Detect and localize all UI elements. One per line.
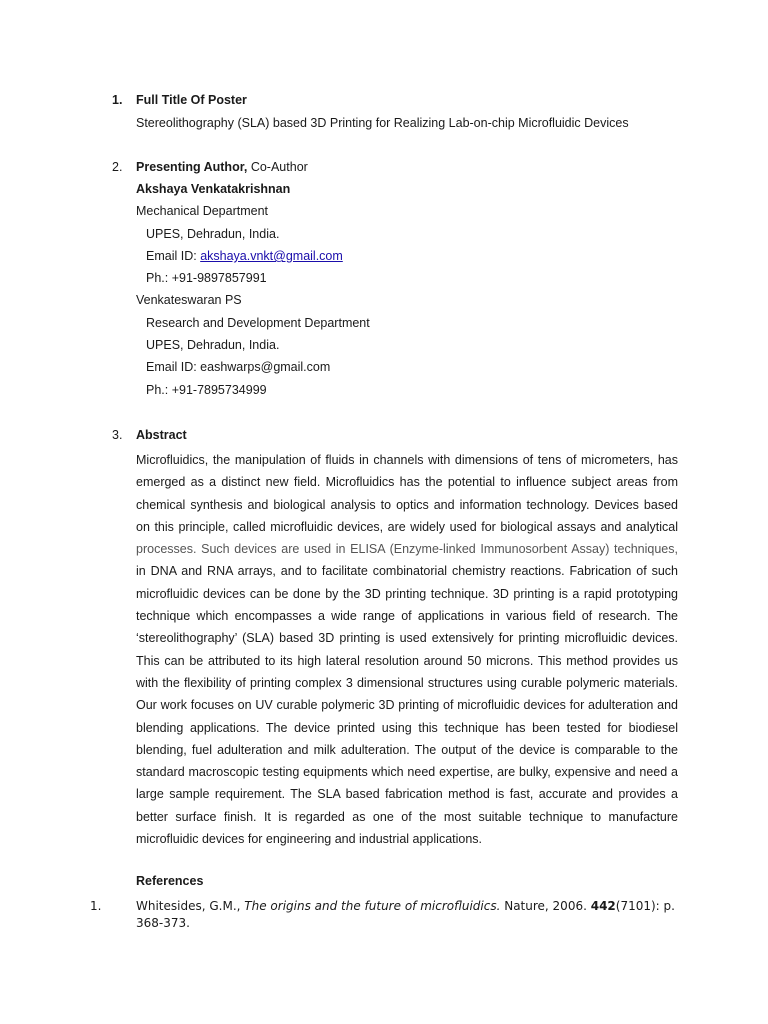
references-heading: References <box>136 874 204 888</box>
reference-1 <box>136 898 678 932</box>
co-author-label: Co-Author <box>247 160 308 174</box>
section-1-number: 1. <box>112 93 123 107</box>
reference-1-authors: Whitesides, G.M., <box>136 899 245 913</box>
abstract-heading: Abstract <box>136 428 187 442</box>
abstract-line: standard macroscopic testing equipments which need expertise, are bulky, expensive and need a <box>136 765 678 780</box>
author-2-dept: Research and Development Department <box>146 316 370 330</box>
abstract-line: blending, fuel adulteration and milk adulteration. The output of the device is comparable to the <box>136 742 678 757</box>
author-1-dept: Mechanical Department <box>136 204 269 218</box>
section-2-heading <box>136 160 308 174</box>
presenting-author-label: Presenting Author, <box>136 160 248 174</box>
abstract-line: ‘stereolithography’ (SLA) based 3D printing is used extensively for printing microfluidic devices. <box>136 631 678 646</box>
author-1-email-line <box>146 249 343 263</box>
author-1-phone: Ph.: +91-9897857991 <box>146 271 267 285</box>
author-1-address: UPES, Dehradun, India. <box>146 227 280 241</box>
reference-1-journal: Nature, 2006. <box>500 899 591 913</box>
author-2-phone: Ph.: +91-7895734999 <box>146 383 267 397</box>
abstract-line: technique which encompasses a wide range of applications in various field of research. The <box>136 609 678 624</box>
abstract-line: Microfluidics, the manipulation of fluids in channels with dimensions of tens of micrometers, has <box>136 453 678 467</box>
abstract-line: better surface finish. It is regarded as one of the most suitable technique to manufacture <box>136 809 678 824</box>
abstract-line: blending applications. The device printed using this technique has been tested for biodiesel <box>136 720 678 735</box>
section-3-number: 3. <box>112 428 123 442</box>
abstract-line: emerged as a distinct new field. Microfluidics has the potential to influence subject areas from <box>136 475 678 490</box>
author-2-email: Email ID: eashwarps@gmail.com <box>146 360 331 374</box>
author-2-name: Venkateswaran PS <box>136 293 242 307</box>
abstract-body <box>136 449 678 850</box>
section-1-heading: Full Title Of Poster <box>136 93 247 107</box>
author-2-address: UPES, Dehradun, India. <box>146 338 280 352</box>
poster-title: Stereolithography (SLA) based 3D Printing for Realizing Lab-on-chip Microfluidic Devices <box>136 116 629 130</box>
section-2-number: 2. <box>112 160 123 174</box>
abstract-line: chemical synthesis and biological analysis to optics and information technology. Devices based <box>136 497 678 512</box>
abstract-line: processes. Such devices are used in ELISA (Enzyme-linked Immunosorbent Assay) techniques, <box>136 542 678 557</box>
abstract-line: with the flexibility of printing complex 3 dimensional structures using curable polymeric materials. <box>136 675 678 690</box>
abstract-line: in DNA and RNA arrays, and to facilitate combinatorial chemistry reactions. Fabrication of such <box>136 564 678 579</box>
reference-1-number: 1. <box>90 899 102 913</box>
reference-1-title: The origins and the future of microfluidics. <box>244 899 501 913</box>
abstract-line: on this principle, called microfluidic devices, are widely used for biological assays and analytical <box>136 519 678 534</box>
abstract-line: microfluidic devices can be done by the 3D printing technique. 3D printing is a rapid prototyping <box>136 586 678 601</box>
author-1-email-link[interactable]: akshaya.vnkt@gmail.com <box>200 249 343 263</box>
reference-1-pages: (7101): p. 368-373. <box>136 899 675 930</box>
abstract-line: This can be attributed to its high lateral resolution around 50 microns. This method provides us <box>136 653 678 668</box>
author-1-email-label: Email ID: <box>146 249 201 263</box>
author-1-name: Akshaya Venkatakrishnan <box>136 182 291 196</box>
reference-1-volume: 442 <box>590 899 616 913</box>
abstract-line: Our work focuses on UV curable polymeric 3D printing of microfluidic devices for adulteration and <box>136 698 678 713</box>
abstract-line: microfluidic devices for engineering and industrial applications. <box>136 832 483 847</box>
abstract-line: large sample requirement. The SLA based fabrication method is fast, accurate and provides a <box>136 787 678 802</box>
